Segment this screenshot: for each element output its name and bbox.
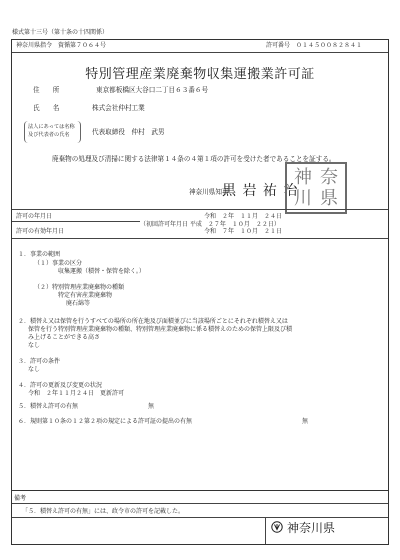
item6-title: ６．規則第１０条の１２第２項の規定による許可証の提出の有無 (18, 418, 193, 425)
item2-value: なし (28, 342, 41, 349)
prefecture-box-divider (265, 517, 266, 544)
item5-title: ５．積替え許可の有無 (18, 403, 79, 410)
item1-2-title: （２）特別管理産業廃棄物の種類 (34, 284, 125, 291)
item2-line1: ２．積替え又は保管を行うすべての場所の所在地及び面積並びに当該場所ごとにそれぞれ積替え又は (18, 318, 288, 325)
header-divider (12, 52, 388, 53)
representative-note-line2: 及び代表者の氏名 (28, 132, 70, 138)
item1-2-value2: 廃石綿等 (66, 300, 91, 307)
expiry-date-value: 令和 ７年 １０月 ２１日 (204, 228, 283, 235)
address-label: 住 所 (33, 86, 60, 94)
seal-char: 県 (320, 188, 338, 209)
item4-title: ４．許可の更新及び変更の状況 (18, 382, 103, 389)
dates-bottom-divider (12, 238, 388, 239)
remarks-bottom-divider (12, 517, 388, 518)
permit-number: 許可番号 ０１４５００８２８４１ (266, 42, 363, 49)
issuer-code: 神奈川県指令 資循第７０６４号 (16, 42, 107, 49)
certification-statement: 廃棄物の処理及び清掃に関する法律第１４条の４第１項の許可を受けた者であることを証する。 (52, 155, 336, 163)
representative-note-line1: 法人にあっては名称 (28, 124, 75, 130)
prefecture-emblem-icon (271, 521, 283, 533)
item3-title: ３．許可の条件 (18, 358, 61, 365)
remarks-divider (12, 503, 388, 504)
address-value: 東京都板橋区大谷口二丁目６３番６号 (96, 86, 209, 94)
item1-1-value: 収集運搬（積替・保管を除く。） (58, 268, 145, 275)
governor-name: 黒 岩 祐 治 (222, 183, 299, 199)
governor-label: 神奈川県知事 (189, 188, 229, 196)
seal-char: 奈 (320, 167, 338, 188)
item4-value: 令和 ２年１１月２４日 更新許可 (28, 390, 125, 397)
prefecture-name: 神奈川県 (287, 521, 336, 535)
item2-line2: 保管を行う特別管理産業廃棄物の種類、特別管理産業廃棄物に係る積替えのための保管上限及び積 (28, 326, 293, 333)
item1-1-title: （１）事業の区分 (34, 260, 83, 267)
name-value: 株式会社仲村工業 (92, 104, 145, 112)
form-number: 様式第十三号（第十条の十四関係） (12, 29, 109, 36)
certificate-title: 特別管理産業廃棄物収集運搬業許可証 (85, 67, 315, 82)
item2-line3: み上げることができる高さ (28, 334, 101, 341)
name-label: 氏 名 (33, 104, 60, 112)
item3-value: なし (28, 366, 41, 373)
representative-value: 代表取締役 仲村 武男 (92, 128, 165, 136)
item1-title: １．事業の範囲 (18, 251, 61, 258)
dates-mid-divider (12, 221, 140, 222)
item1-2-value1: 特定有害産業廃棄物 (58, 292, 113, 299)
item5-value: 無 (148, 403, 155, 410)
seal-characters (290, 167, 342, 209)
dates-top-divider (12, 209, 388, 210)
seal-char: 神 (294, 167, 312, 188)
remarks-label: 備考 (14, 495, 27, 502)
remarks-text: 「５．積替え許可の有無」には、政令市の許可を記載した。 (22, 508, 185, 515)
item6-value: 無 (302, 418, 309, 425)
remarks-frame (11, 491, 389, 545)
initial-permit-date: （初回許可年月日 平成 ２７年 １０月 ２２日） (140, 221, 280, 228)
permit-date-value: 令和 ２年 １１月 ２４日 (204, 213, 283, 220)
expiry-date-label: 許可の有効年月日 (16, 228, 65, 235)
seal-char: 川 (294, 188, 312, 209)
permit-date-label: 許可の年月日 (16, 213, 53, 220)
